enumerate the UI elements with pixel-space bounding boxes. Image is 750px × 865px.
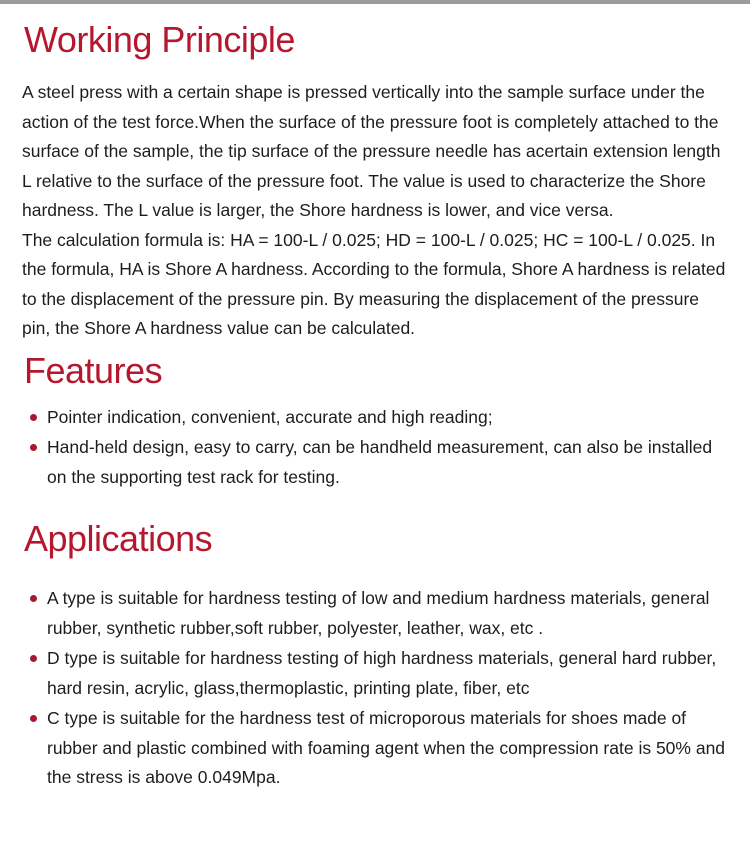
working-principle-paragraph-1: A steel press with a certain shape is pressed vertically into the sample surface under the action of the test force.When the surface of the pressure foot is completely attached to the surface of the sample, the tip surface of the pressure needle has acertain extension length L relative to the surface of the pressure foot. The value is used to characterize the Shore hardness. The L value is larger, the Shore hardness is lower, and vice versa. xyxy=(22,82,721,220)
list-item-text: A type is suitable for hardness testing of low and medium hardness materials, general rubber, synthetic rubber,soft rubber, polyester, leather, wax, etc . xyxy=(47,588,710,638)
working-principle-paragraph-2: The calculation formula is: HA = 100-L / 0.025; HD = 100-L / 0.025; HC = 100-L / 0.025. In the formula, HA is Shore A hardness. According to the formula, Shore A hardness is related to the displacement of the pressure pin. By measuring the displacement of the pressure pin, the Shore A hardness value can be calculated. xyxy=(22,229,726,338)
features-list xyxy=(22,403,728,493)
list-item xyxy=(22,584,728,643)
bullet-icon xyxy=(30,715,37,722)
bullet-icon xyxy=(30,655,37,662)
list-item xyxy=(22,644,728,703)
section-heading-applications: Applications xyxy=(24,518,213,559)
section-heading-features: Features xyxy=(24,349,163,391)
bullet-icon xyxy=(30,444,37,451)
list-item xyxy=(22,433,728,492)
bullet-icon xyxy=(30,414,37,421)
list-item xyxy=(22,403,728,433)
content-area xyxy=(0,18,750,793)
list-item-text: Pointer indication, convenient, accurate and high reading; xyxy=(47,406,493,427)
top-divider-bar xyxy=(0,0,750,4)
applications-list xyxy=(22,584,728,793)
list-item xyxy=(22,704,728,793)
section-heading-working-principle: Working Principle xyxy=(24,19,295,60)
list-item-text: D type is suitable for hardness testing of high hardness materials, general hard rubber, hard resin, acrylic, glass,thermoplastic, printing plate, fiber, etc xyxy=(47,648,717,698)
list-item-text: C type is suitable for the hardness test of microporous materials for shoes made of rubber and plastic combined with foaming agent when the compression rate is 50% and the stress is above 0.049Mpa. xyxy=(47,708,726,787)
list-item-text: Hand-held design, easy to carry, can be handheld measurement, can also be installed on the supporting test rack for testing. xyxy=(47,437,713,487)
bullet-icon xyxy=(30,595,37,602)
